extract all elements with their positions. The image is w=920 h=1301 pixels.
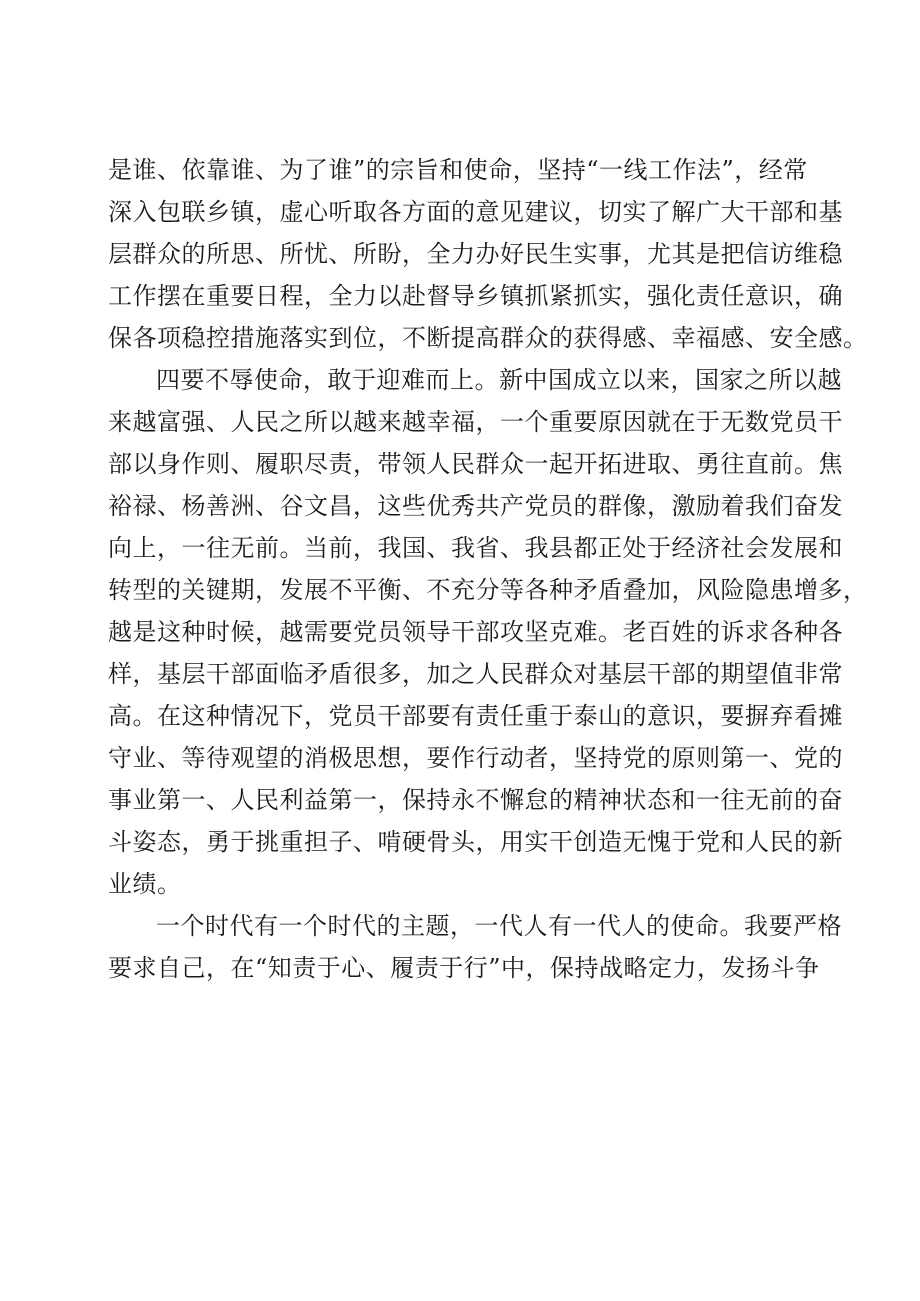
text-line: 四要不辱使命，敢于迎难而上。新中国成立以来，国家之所以越 [156, 366, 842, 394]
text-line: 样，基层干部面临矛盾很多，加之人民群众对基层干部的期望值非常 [108, 660, 843, 688]
text-line: 事业第一、人民利益第一，保持永不懈怠的精神状态和一往无前的奋 [108, 786, 843, 814]
text-line: 工作摆在重要日程，全力以赴督导乡镇抓紧抓实，强化责任意识，确 [108, 282, 843, 310]
text-line: 是谁、依靠谁、为了谁”的宗旨和使命，坚持“一线工作法”，经常 [108, 156, 808, 184]
text-line: 一个时代有一个时代的主题，一代人有一代人的使命。我要严格 [156, 912, 842, 940]
text-line: 向上，一往无前。当前，我国、我省、我县都正处于经济社会发展和 [108, 534, 843, 562]
text-line: 要求自己，在“知责于心、履责于行”中，保持战略定力，发扬斗争 [108, 954, 820, 982]
text-line: 部以身作则、履职尽责，带领人民群众一起开拓进取、勇往直前。焦 [108, 450, 843, 478]
paragraph-2 [108, 359, 868, 905]
text-line: 高。在这种情况下，党员干部要有责任重于泰山的意识，要摒弃看摊 [108, 702, 843, 730]
text-line: 保各项稳控措施落实到位，不断提高群众的获得感、幸福感、安全感。 [108, 324, 868, 352]
text-line: 转型的关键期，发展不平衡、不充分等各种矛盾叠加，风险隐患增多， [108, 576, 868, 604]
text-line: 裕禄、杨善洲、谷文昌，这些优秀共产党员的群像，激励着我们奋发 [108, 492, 843, 520]
text-line: 越是这种时候，越需要党员领导干部攻坚克难。老百姓的诉求各种各 [108, 618, 843, 646]
text-line: 深入包联乡镇，虚心听取各方面的意见建议，切实了解广大干部和基 [108, 198, 843, 226]
document-body [108, 149, 868, 989]
paragraph-1 [108, 149, 868, 359]
text-line: 斗姿态，勇于挑重担子、啃硬骨头，用实干创造无愧于党和人民的新 [108, 828, 843, 856]
text-line: 层群众的所思、所忧、所盼，全力办好民生实事，尤其是把信访维稳 [108, 240, 843, 268]
paragraph-3 [108, 905, 842, 989]
text-line: 业绩。 [108, 870, 182, 898]
text-line: 来越富强、人民之所以越来越幸福，一个重要原因就在于无数党员干 [108, 408, 843, 436]
text-line: 守业、等待观望的消极思想，要作行动者，坚持党的原则第一、党的 [108, 744, 843, 772]
